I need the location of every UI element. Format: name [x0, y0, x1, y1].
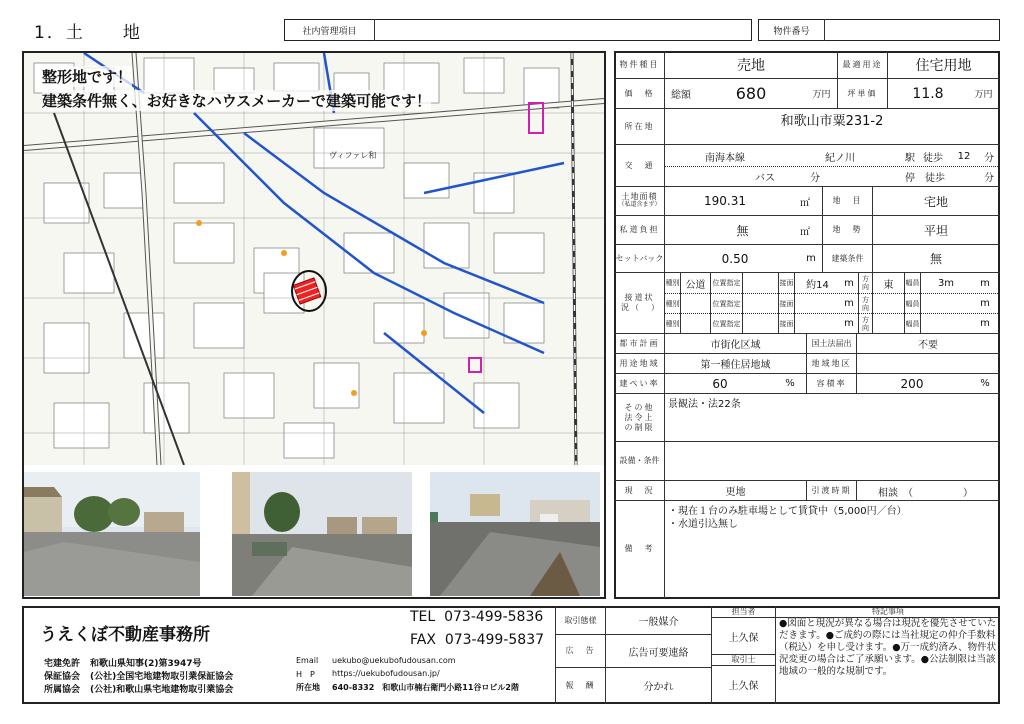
bcr-label: 建ぺい率 — [619, 378, 660, 388]
site-photo-1 — [24, 472, 200, 596]
handover-value: 相談 （ ） — [878, 488, 973, 499]
notes-title: 特記事項 — [872, 607, 904, 616]
address-label: 所在地 — [296, 683, 320, 692]
station-value: 紀ノ川 — [825, 152, 855, 164]
hp-link[interactable]: https://uekubofudousan.jp/ — [332, 669, 440, 678]
access-kind-label-3: 種別 — [665, 319, 680, 328]
walk-value: 12 — [957, 150, 971, 162]
land-area-unit: ㎡ — [800, 197, 810, 209]
far-unit: % — [980, 378, 990, 389]
access-width-unit-2: m — [844, 298, 854, 309]
station-suffix: 駅 — [905, 152, 915, 164]
location-value: 和歌山市粟231-2 — [780, 113, 884, 129]
fee-label: 報 酬 — [565, 680, 596, 690]
access-direction-label-3: 方向 — [862, 315, 869, 332]
map-building-label: ヴィファレ和 — [329, 151, 377, 160]
staff-value: 上久保 — [728, 632, 759, 644]
access-frontage-label-3: 接面 — [779, 319, 794, 328]
mode-label: 取引態様 — [564, 615, 597, 625]
remarks-label: 備 考 — [624, 544, 655, 553]
bcr-unit: % — [785, 378, 795, 389]
access-road-width-label-2: 幅員 — [905, 299, 920, 308]
access-width-unit-1: m — [844, 277, 854, 289]
type-value: 売地 — [737, 58, 765, 74]
use-value: 住宅用地 — [915, 58, 972, 74]
price-unit: 万円 — [812, 90, 831, 100]
area-map[interactable] — [24, 53, 604, 465]
assoc-value: (公社)和歌山県宅地建物取引業協会 — [90, 685, 234, 695]
zoning-value: 第一種住居地域 — [700, 360, 771, 371]
national-land-value: 不要 — [918, 340, 938, 351]
price-total-label: 総額 — [671, 90, 691, 101]
access-kind-label-2: 種別 — [665, 299, 680, 308]
use-label: 最適用途 — [842, 60, 883, 69]
property-no-field[interactable] — [825, 20, 999, 40]
assoc-label: 所属協会 — [44, 685, 81, 695]
line-value: 南海本線 — [705, 152, 745, 164]
access-width-1: 約14 — [806, 279, 829, 291]
access-direction-label-1: 方向 — [862, 275, 869, 291]
access-frontage-label-1: 接面 — [779, 279, 794, 287]
walk-label: 徒歩 — [923, 152, 943, 164]
tsubo-label: 坪単価 — [847, 88, 878, 98]
district-label: 地域地区 — [811, 358, 852, 368]
access-label: 接道状況（ ） — [621, 293, 661, 312]
tsubo-value: 11.8 — [912, 85, 944, 102]
bus-label: バス — [755, 173, 775, 184]
email-label: Email — [296, 656, 319, 665]
remarks-line-1: ・現在１台のみ駐車場として賃貸中（5,000円／台） — [668, 506, 907, 517]
trade-staff-label: 取引士 — [731, 655, 756, 664]
access-kind-label-1: 種別 — [665, 279, 680, 287]
access-frontage-unit-1: m — [980, 277, 990, 289]
far-label: 容積率 — [816, 378, 847, 388]
other-law-value: 景観法・法22条 — [668, 399, 741, 410]
far-value: 200 — [900, 376, 924, 391]
city-plan-label: 都市計画 — [619, 338, 660, 348]
terrain-value: 平坦 — [923, 223, 948, 238]
current-label: 現 況 — [624, 485, 655, 495]
guarantee-value: (公社)全国宅地建物取引業保証協会 — [90, 672, 234, 682]
access-frontage-unit-3: m — [980, 318, 990, 329]
type-label: 物件種目 — [619, 60, 660, 69]
stop-minute: 分 — [984, 173, 994, 184]
access-designation-1: 位置指定 — [712, 279, 741, 287]
tsubo-unit: 万円 — [974, 90, 993, 100]
site-photo-3 — [430, 472, 600, 596]
district-value — [857, 354, 999, 373]
fee-value: 分かれ — [643, 682, 674, 693]
chimoku-label: 地 目 — [832, 196, 863, 205]
access-kind-1: 公道 — [685, 279, 706, 291]
private-road-label: 私道負担 — [619, 225, 660, 234]
chimoku-value: 宅地 — [923, 194, 948, 209]
bus-minute: 分 — [810, 173, 820, 184]
management-label: 社内管理項目 — [302, 26, 357, 37]
site-photo-2 — [232, 472, 412, 596]
access-frontage-label-2: 接面 — [779, 299, 794, 308]
build-cond-value: 無 — [929, 252, 942, 266]
facilities-label: 設備・条件 — [619, 456, 660, 465]
license-label: 宅建免許 — [44, 659, 81, 669]
headline-2: 建築条件無く、お好きなハウスメーカーで建築可能です！ — [42, 92, 431, 110]
stop-walk-label: 徒歩 — [925, 173, 945, 184]
access-designation-2: 位置指定 — [712, 299, 741, 308]
access-width-unit-3: m — [844, 318, 854, 329]
access-frontage-unit-2: m — [980, 298, 990, 309]
setback-label: セットバック — [615, 253, 664, 263]
city-plan-value: 市街化区域 — [710, 340, 761, 351]
stop-label: 停 — [905, 173, 915, 184]
address-value: 640-8332 和歌山市楠右衛門小路11谷ロビル2階 — [332, 683, 519, 692]
location-label: 所在地 — [624, 121, 655, 131]
hp-label: H P — [296, 670, 315, 679]
price-label: 価 格 — [624, 88, 655, 98]
staff-label: 担当者 — [731, 607, 756, 616]
zoning-label: 用途地域 — [619, 358, 660, 368]
headline-1: 整形地です！ — [42, 68, 133, 86]
access-direction-label-2: 方向 — [862, 295, 869, 312]
remarks-line-2: ・水道引込無し — [668, 519, 738, 530]
build-cond-label: 建築条件 — [831, 253, 864, 263]
other-law-label: その他法令上の制限 — [624, 402, 655, 432]
bcr-value: 60 — [712, 376, 728, 391]
access-designation-3: 位置指定 — [712, 319, 741, 328]
ad-value: 広告可要連絡 — [628, 647, 689, 659]
private-road-value: 無 — [736, 223, 749, 238]
handover-label: 引渡時期 — [811, 485, 852, 495]
land-area-label: 土地面積 （私道含まず） — [618, 192, 661, 208]
setback-value: 0.50 — [721, 251, 749, 266]
company-tel[interactable]: TEL 073-499-5836 — [410, 609, 544, 625]
national-land-label: 国土法届出 — [811, 338, 852, 348]
transport-label: 交 通 — [624, 160, 655, 170]
management-field[interactable] — [375, 20, 751, 40]
access-direction-1: 東 — [883, 279, 894, 291]
price-value: 680 — [735, 84, 767, 103]
trade-staff-value: 上久保 — [728, 681, 759, 692]
walk-minute: 分 — [984, 152, 994, 164]
access-road-width-label-1: 幅員 — [905, 279, 920, 287]
setback-unit: m — [806, 253, 816, 264]
land-area-value: 190.31 — [704, 194, 746, 208]
access-road-width-label-3: 幅員 — [905, 319, 920, 328]
company-name: うえくぼ不動産事務所 — [40, 625, 210, 645]
notes-text: ●図面と現況が異なる場合は現況を優先させていただきます。●ご成約の際には当社規定の仲介手数料（税込）を申し受けます。●万一成約済み、物件状況変更の場合はご了承願います。●公法制限は当該地域の一般的な規制です。 — [779, 618, 997, 677]
license-value: 和歌山県知事(2)第3947号 — [90, 659, 202, 669]
property-no-label: 物件番号 — [773, 26, 810, 37]
email-value[interactable]: uekubo@uekubofudousan.com — [332, 656, 456, 665]
current-value: 更地 — [725, 487, 746, 498]
private-road-unit: ㎡ — [800, 226, 810, 238]
terrain-label: 地 勢 — [832, 225, 863, 234]
ad-label: 広 告 — [565, 646, 596, 655]
access-frontage-1: 3m — [937, 277, 955, 289]
mode-value: 一般媒介 — [638, 617, 679, 628]
page-title: 1．土 地 — [34, 23, 142, 43]
company-fax: FAX 073-499-5837 — [410, 632, 545, 648]
guarantee-label: 保証協会 — [44, 672, 81, 682]
